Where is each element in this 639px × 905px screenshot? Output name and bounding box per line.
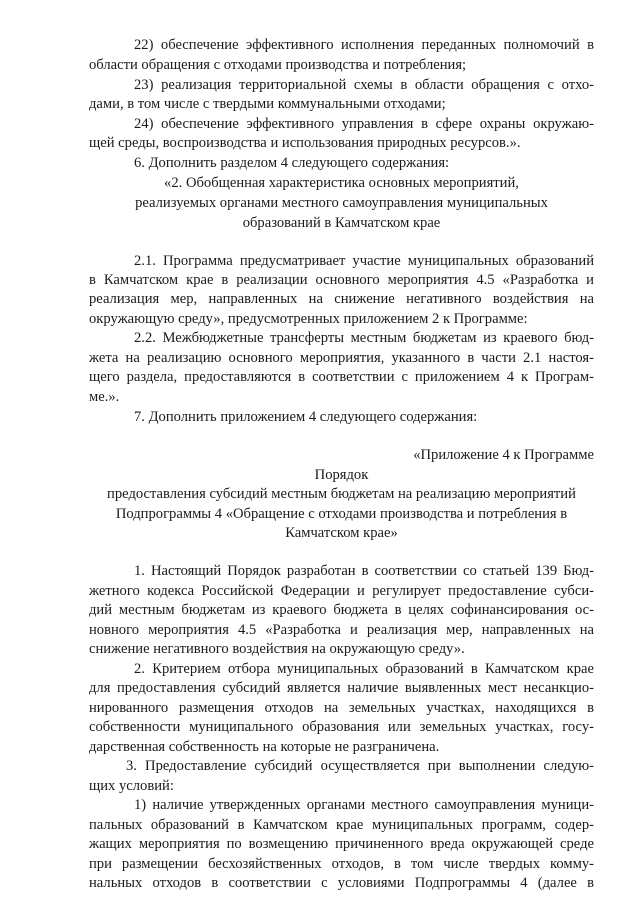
text-line: 7. Дополнить приложением 4 следующего содержания: — [134, 409, 478, 425]
text-line: жащих мероприятия по возмещению причиненного вреда окружающей среде — [89, 836, 594, 852]
section-heading: реализуемых органами местного самоуправления муниципальных — [135, 195, 548, 211]
text-line: новного мероприятия 4.5 «Разработка и реализация мер, направленных на — [89, 622, 594, 638]
document-title: Порядок — [314, 467, 369, 483]
text-line: щих условий: — [89, 778, 174, 794]
text-line: 24) обеспечение эффективного управления в сфере охраны окружаю- — [134, 116, 594, 132]
text-line: 2. Критерием отбора муниципальных образований в Камчатском крае — [134, 661, 594, 677]
document-subtitle: Камчатском крае» — [285, 525, 398, 541]
text-line: в Камчатском крае в реализации основного мероприятия 4.5 «Разработка и — [89, 272, 594, 288]
text-line: щей среды, воспроизводства и использования природных ресурсов.». — [89, 135, 521, 151]
text-line: для предоставления субсидий является наличие выявленных мест несанкцио- — [89, 680, 594, 696]
document-subtitle: Подпрограммы 4 «Обращение с отходами производства и потребления в — [115, 506, 568, 522]
text-line: 22) обеспечение эффективного исполнения переданных полномочий в — [134, 37, 594, 53]
text-line: 1) наличие утвержденных органами местного самоуправления муници- — [134, 797, 594, 813]
text-line: жетного кодекса Российской Федерации и регулирует предоставление субси- — [89, 583, 594, 599]
text-line: при размещении бесхозяйственных отходов, в том числе твердых комму- — [89, 856, 594, 872]
text-line: собственности муниципального образования или земельных участках, госу- — [89, 719, 594, 735]
text-line: окружающую среду», предусмотренных приложением 2 к Программе: — [89, 311, 528, 327]
section-heading: образований в Камчатском крае — [242, 215, 441, 231]
text-line: 2.1. Программа предусматривает участие муниципальных образований — [134, 253, 594, 269]
text-line: реализация мер, направленных на снижение негативного воздействия на — [89, 291, 594, 307]
text-line: пальных образований в Камчатском крае муниципальных программ, содер- — [89, 817, 594, 833]
text-line: 2.2. Межбюджетные трансферты местным бюджетам из краевого бюд- — [134, 330, 594, 346]
text-line: дарственная собственность на которые не разграничена. — [89, 739, 440, 755]
section-heading: «2. Обобщенная характеристика основных мероприятий, — [164, 175, 519, 191]
text-line: дий местным бюджетам из краевого бюджета в целях софинансирования ос- — [89, 602, 594, 618]
text-line: 23) реализация территориальной схемы в области обращения с отхо- — [134, 77, 594, 93]
text-line: 6. Дополнить разделом 4 следующего содержания: — [134, 155, 450, 171]
appendix-label: «Приложение 4 к Программе — [413, 447, 594, 463]
text-line: 3. Предоставление субсидий осуществляется при выполнении следую- — [126, 758, 594, 774]
text-line: жета на реализацию основного мероприятия, указанного в части 2.1 настоя- — [89, 350, 594, 366]
text-line: ме.». — [89, 389, 120, 405]
text-line: дами, в том числе с твердыми коммунальными отходами; — [89, 96, 446, 112]
text-line: снижение негативного воздействия на окружающую среду». — [89, 641, 465, 657]
text-line: области обращения с отходами производства и потребления; — [89, 57, 467, 73]
text-line: нированного размещения отходов на земельных участках, находящихся в — [89, 700, 594, 716]
document-subtitle: предоставления субсидий местным бюджетам на реализацию мероприятий — [107, 486, 576, 502]
text-line: нальных отходов в соответствии с условиями Подпрограммы 4 (далее в — [89, 875, 594, 891]
text-line: щего раздела, предоставляются в соответствии с приложением 4 к Програм- — [89, 369, 594, 385]
text-line: 1. Настоящий Порядок разработан в соответствии со статьей 139 Бюд- — [134, 563, 594, 579]
